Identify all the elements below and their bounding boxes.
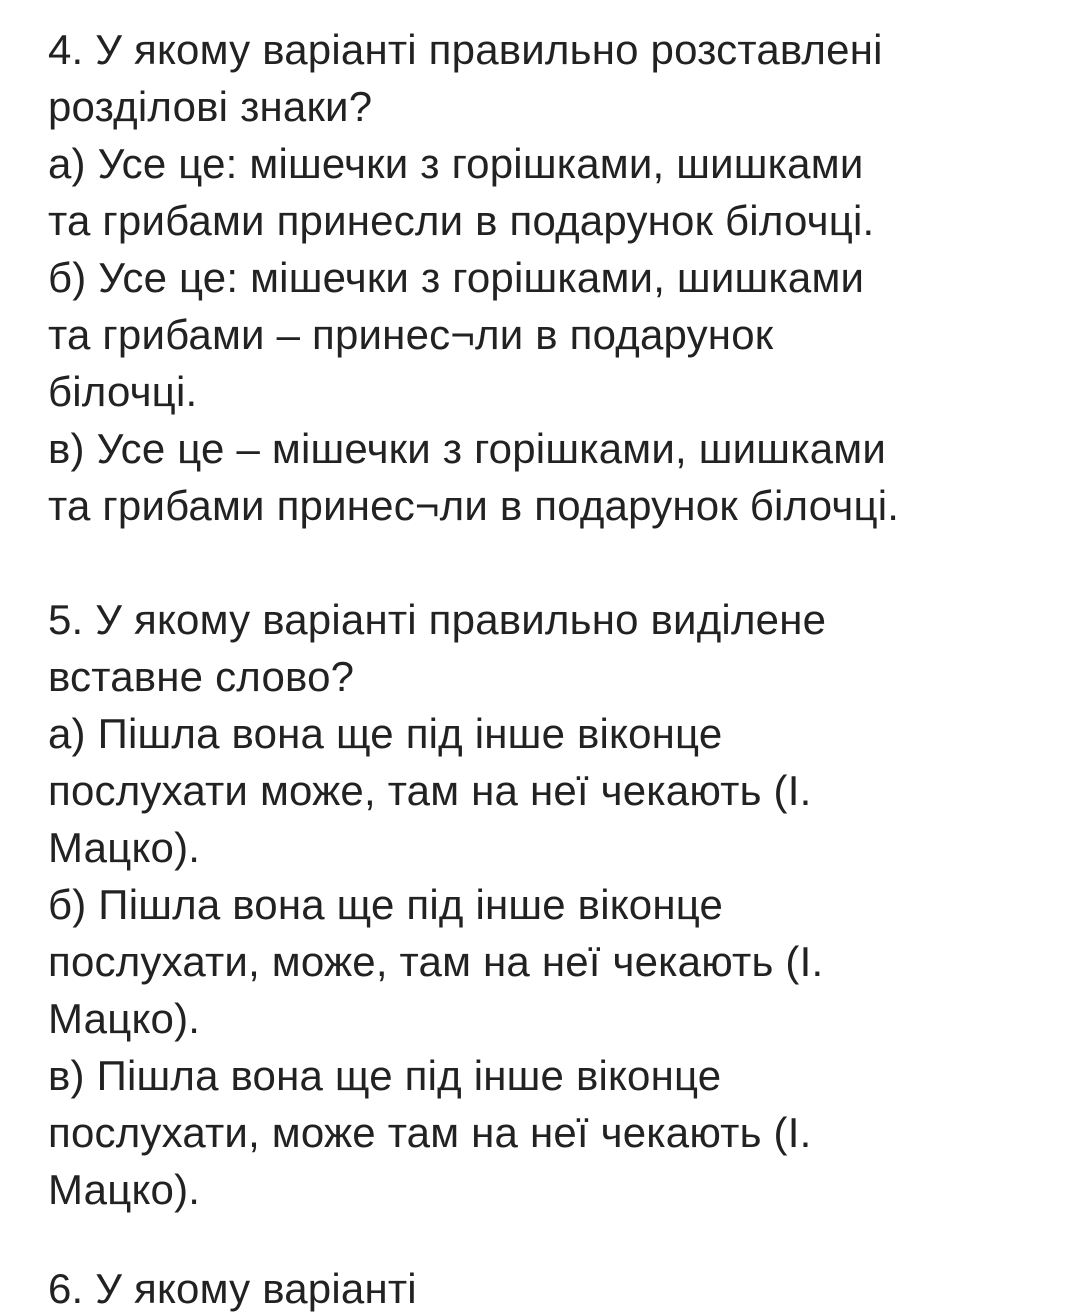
question-4-option-c-line-1: в) Усе це – мішечки з горішками, шишками	[48, 425, 886, 472]
question-5-option-c-line-1: в) Пішла вона ще під інше віконце	[48, 1052, 722, 1099]
question-5-option-b-line-3: Мацко).	[48, 995, 201, 1042]
question-5-option-c-line-3: Мацко).	[48, 1166, 201, 1213]
question-4-option-b-line-1: б) Усе це: мішечки з горішками, шишками	[48, 254, 865, 301]
question-6-partial-title: 6. У якому варіанті	[48, 1265, 417, 1312]
question-5-option-a-line-3: Мацко).	[48, 824, 201, 871]
question-5-title-line-1: 5. У якому варіанті правильно виділене	[48, 596, 827, 643]
question-5-option-a-line-2: послухати може, там на неї чекають (І.	[48, 767, 812, 814]
question-5-option-a-line-1: а) Пішла вона ще під інше віконце	[48, 710, 723, 757]
question-5-option-c-line-2: послухати, може там на неї чекають (І.	[48, 1109, 812, 1156]
question-5-option-b-line-2: послухати, може, там на неї чекають (І.	[48, 938, 824, 985]
question-4-option-b-line-3: білочці.	[48, 368, 198, 415]
question-4-option-a-line-2: та грибами принесли в подарунок білочці.	[48, 197, 875, 244]
question-4-title-line-2: розділові знаки?	[48, 83, 373, 130]
question-5-option-b-line-1: б) Пішла вона ще під інше віконце	[48, 881, 724, 928]
question-4-option-c-line-2: та грибами принес¬ли в подарунок білочці.	[48, 482, 900, 529]
question-4-title-line-1: 4. У якому варіанті правильно розставлені	[48, 26, 883, 73]
question-5-title-line-2: вставне слово?	[48, 653, 355, 700]
question-4-option-a-line-1: а) Усе це: мішечки з горішками, шишками	[48, 140, 864, 187]
question-4-option-b-line-2: та грибами – принес¬ли в подарунок	[48, 311, 774, 358]
